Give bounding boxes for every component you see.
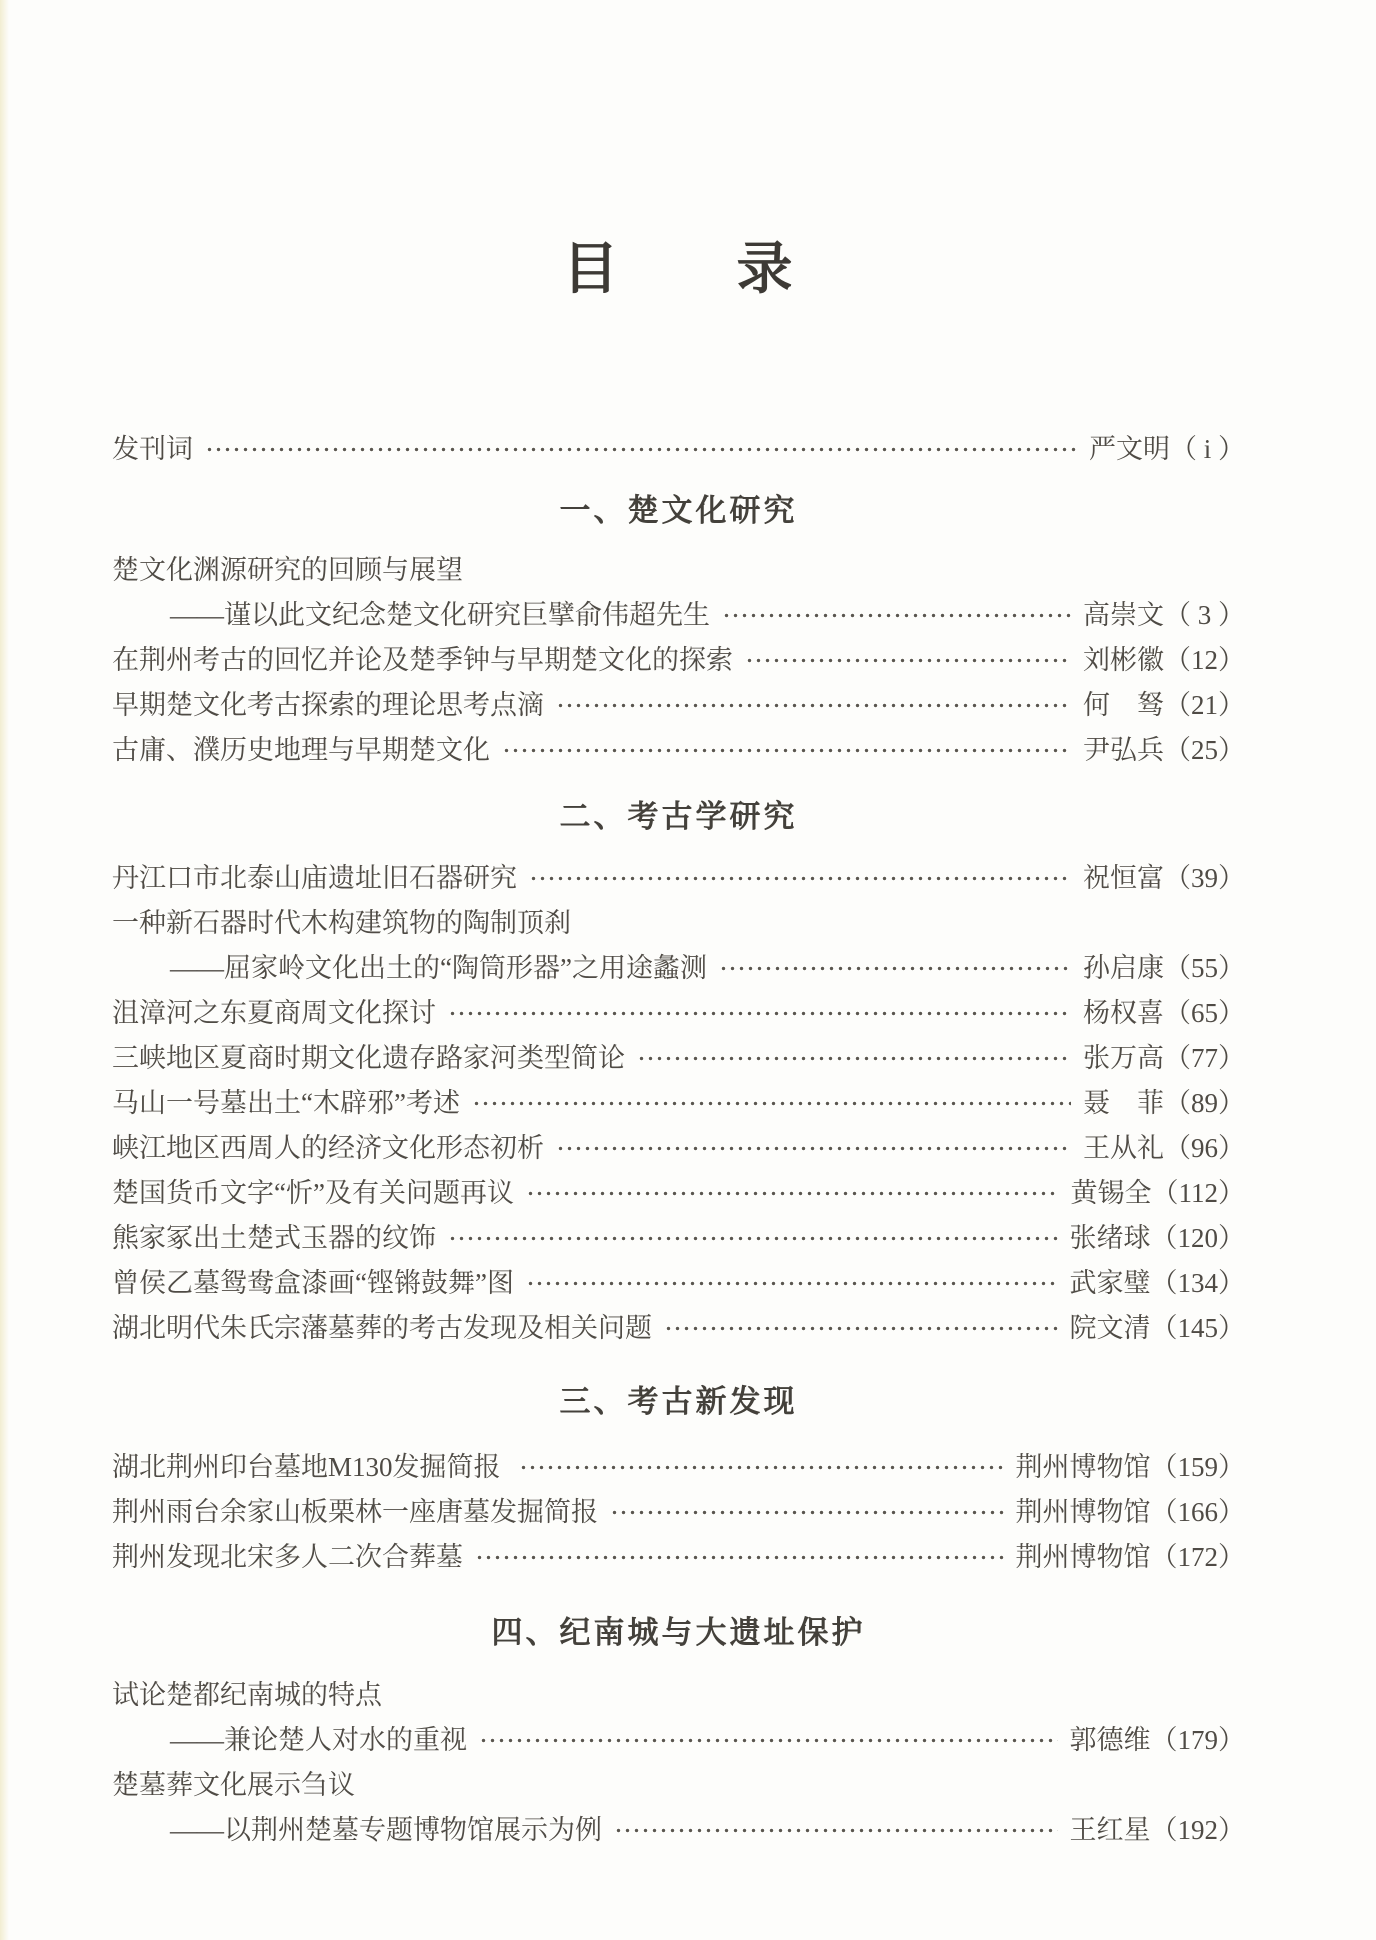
- entry-title: 在荆州考古的回忆并论及楚季钟与早期楚文化的探索: [112, 645, 733, 675]
- dot-leader: [637, 1055, 1071, 1062]
- entry-title: 古庸、濮历史地理与早期楚文化: [112, 735, 490, 765]
- entry-author: 何 驽: [1083, 690, 1164, 720]
- entry-title: 发刊词: [112, 434, 193, 464]
- entry-title: 早期楚文化考古探索的理论思考点滴: [112, 690, 544, 720]
- entry-title: 荆州雨台余家山板栗林一座唐墓发掘简报: [112, 1497, 598, 1527]
- dot-leader: [519, 1464, 1003, 1471]
- entry-author: 张万高: [1083, 1043, 1164, 1073]
- entry-page: （25）: [1164, 735, 1245, 765]
- entry-subtitle: ——谨以此文纪念楚文化研究巨擘俞伟超先生: [170, 600, 710, 630]
- dot-leader: [745, 657, 1071, 664]
- entry-author: 王红星: [1069, 1815, 1151, 1845]
- entry-author: 孙启康: [1083, 953, 1164, 983]
- toc-entry: [112, 1126, 1245, 1171]
- entry-page: （ 3 ）: [1164, 600, 1245, 630]
- entry-author: 严文明: [1088, 434, 1170, 464]
- entry-page: （172）: [1150, 1542, 1245, 1572]
- toc-entry: [112, 1261, 1245, 1306]
- entry-page: （39）: [1164, 863, 1245, 893]
- entry-page: （159）: [1150, 1452, 1245, 1482]
- entry-page: （77）: [1164, 1043, 1245, 1073]
- entry-author: 聂 菲: [1083, 1088, 1164, 1118]
- entry-author: 郭德维: [1069, 1725, 1151, 1755]
- entry-page: （134）: [1150, 1268, 1245, 1298]
- dot-leader: [529, 875, 1071, 882]
- entry-page: （12）: [1164, 645, 1245, 675]
- entry-title: 一种新石器时代木构建筑物的陶制顶刹: [112, 908, 571, 938]
- dot-leader: [475, 1554, 1004, 1561]
- entry-title: 湖北明代朱氏宗藩墓葬的考古发现及相关问题: [112, 1313, 652, 1343]
- dot-leader: [526, 1280, 1058, 1287]
- toc-entry: [112, 1036, 1245, 1081]
- entry-author: 祝恒富: [1083, 863, 1164, 893]
- toc-entry: [112, 1171, 1245, 1216]
- section-heading: 三、考古新发现: [559, 1384, 798, 1419]
- entry-title: 楚国货币文字“忻”及有关问题再议: [112, 1178, 514, 1208]
- dot-leader: [719, 965, 1071, 972]
- toc-entry: [112, 1673, 1245, 1718]
- paper-edge: [0, 0, 9, 1940]
- entry-author: 刘彬徽: [1083, 645, 1164, 675]
- dot-leader: [502, 747, 1071, 754]
- entry-title: 楚文化渊源研究的回顾与展望: [112, 555, 463, 585]
- toc-entry: [112, 991, 1245, 1036]
- toc-entry: [112, 1808, 1245, 1853]
- entry-author: 王从礼: [1083, 1133, 1164, 1163]
- entry-title: 沮漳河之东夏商周文化探讨: [112, 998, 436, 1028]
- toc-entry: [112, 638, 1245, 683]
- dot-leader: [479, 1737, 1058, 1744]
- dot-leader: [722, 612, 1071, 619]
- toc-entry: [112, 1216, 1245, 1261]
- toc-entry: [112, 856, 1245, 901]
- entry-author: 杨权喜: [1083, 998, 1164, 1028]
- entry-page: （112）: [1151, 1178, 1245, 1208]
- entry-page: （179）: [1150, 1725, 1245, 1755]
- entry-title: 湖北荆州印台墓地M130发掘简报: [112, 1452, 508, 1482]
- section-heading: 一、楚文化研究: [559, 493, 798, 528]
- page-title: 目 录: [562, 239, 795, 301]
- entry-page: （89）: [1164, 1088, 1245, 1118]
- entry-author: 武家璧: [1069, 1268, 1151, 1298]
- entry-author: 荆州博物馆: [1015, 1452, 1151, 1482]
- entry-page: （96）: [1164, 1133, 1245, 1163]
- toc-entry: [112, 548, 1245, 593]
- entry-page: （55）: [1164, 953, 1245, 983]
- toc-entry: [112, 728, 1245, 773]
- toc-entry: [112, 593, 1245, 638]
- entry-title: 试论楚都纪南城的特点: [112, 1680, 382, 1710]
- dot-leader: [472, 1100, 1071, 1107]
- toc-entry: [112, 683, 1245, 728]
- entry-author: 黄锡全: [1070, 1178, 1152, 1208]
- entry-page: （192）: [1150, 1815, 1245, 1845]
- entry-title: 曾侯乙墓鸳鸯盒漆画“铿锵鼓舞”图: [112, 1268, 514, 1298]
- dot-leader: [526, 1190, 1059, 1197]
- toc-entry: [112, 1763, 1245, 1808]
- entry-page: （65）: [1164, 998, 1245, 1028]
- entry-page: （166）: [1150, 1497, 1245, 1527]
- entry-title: 丹江口市北泰山庙遗址旧石器研究: [112, 863, 517, 893]
- dot-leader: [610, 1509, 1004, 1516]
- entry-page: （145）: [1150, 1313, 1245, 1343]
- entry-author: 尹弘兵: [1083, 735, 1164, 765]
- entry-title: 荆州发现北宋多人二次合葬墓: [112, 1542, 463, 1572]
- entry-title: 马山一号墓出土“木辟邪”考述: [112, 1088, 460, 1118]
- toc-entry: [112, 1445, 1245, 1490]
- entry-author: 荆州博物馆: [1015, 1542, 1151, 1572]
- entry-page: （ i ）: [1169, 434, 1245, 464]
- entry-title: 熊家冢出土楚式玉器的纹饰: [112, 1223, 436, 1253]
- toc-entry: [112, 1490, 1245, 1535]
- toc-entry: [112, 427, 1245, 472]
- entry-subtitle: ——以荆州楚墓专题博物馆展示为例: [170, 1815, 602, 1845]
- entry-author: 院文清: [1069, 1313, 1151, 1343]
- toc-entry: [112, 901, 1245, 946]
- entry-author: 荆州博物馆: [1015, 1497, 1151, 1527]
- toc-entry: [112, 1535, 1245, 1580]
- entry-author: 张绪球: [1069, 1223, 1151, 1253]
- entry-title: 峡江地区西周人的经济文化形态初析: [112, 1133, 544, 1163]
- toc-entry: [112, 1718, 1245, 1763]
- dot-leader: [205, 446, 1077, 453]
- dot-leader: [556, 702, 1071, 709]
- entry-page: （120）: [1150, 1223, 1245, 1253]
- dot-leader: [664, 1325, 1058, 1332]
- entry-subtitle: ——兼论楚人对水的重视: [170, 1725, 467, 1755]
- dot-leader: [448, 1235, 1058, 1242]
- dot-leader: [556, 1145, 1071, 1152]
- entry-title: 三峡地区夏商时期文化遗存路家河类型简论: [112, 1043, 625, 1073]
- toc-entry: [112, 1081, 1245, 1126]
- entry-page: （21）: [1164, 690, 1245, 720]
- entry-subtitle: ——屈家岭文化出土的“陶筒形器”之用途蠡测: [170, 953, 707, 983]
- dot-leader: [448, 1010, 1071, 1017]
- section-heading: 四、纪南城与大遗址保护: [491, 1615, 866, 1650]
- section-heading: 二、考古学研究: [559, 799, 798, 834]
- toc-entry: [112, 946, 1245, 991]
- entry-author: 高崇文: [1083, 600, 1164, 630]
- dot-leader: [614, 1827, 1058, 1834]
- toc-entry: [112, 1306, 1245, 1351]
- entry-title: 楚墓葬文化展示刍议: [112, 1770, 355, 1800]
